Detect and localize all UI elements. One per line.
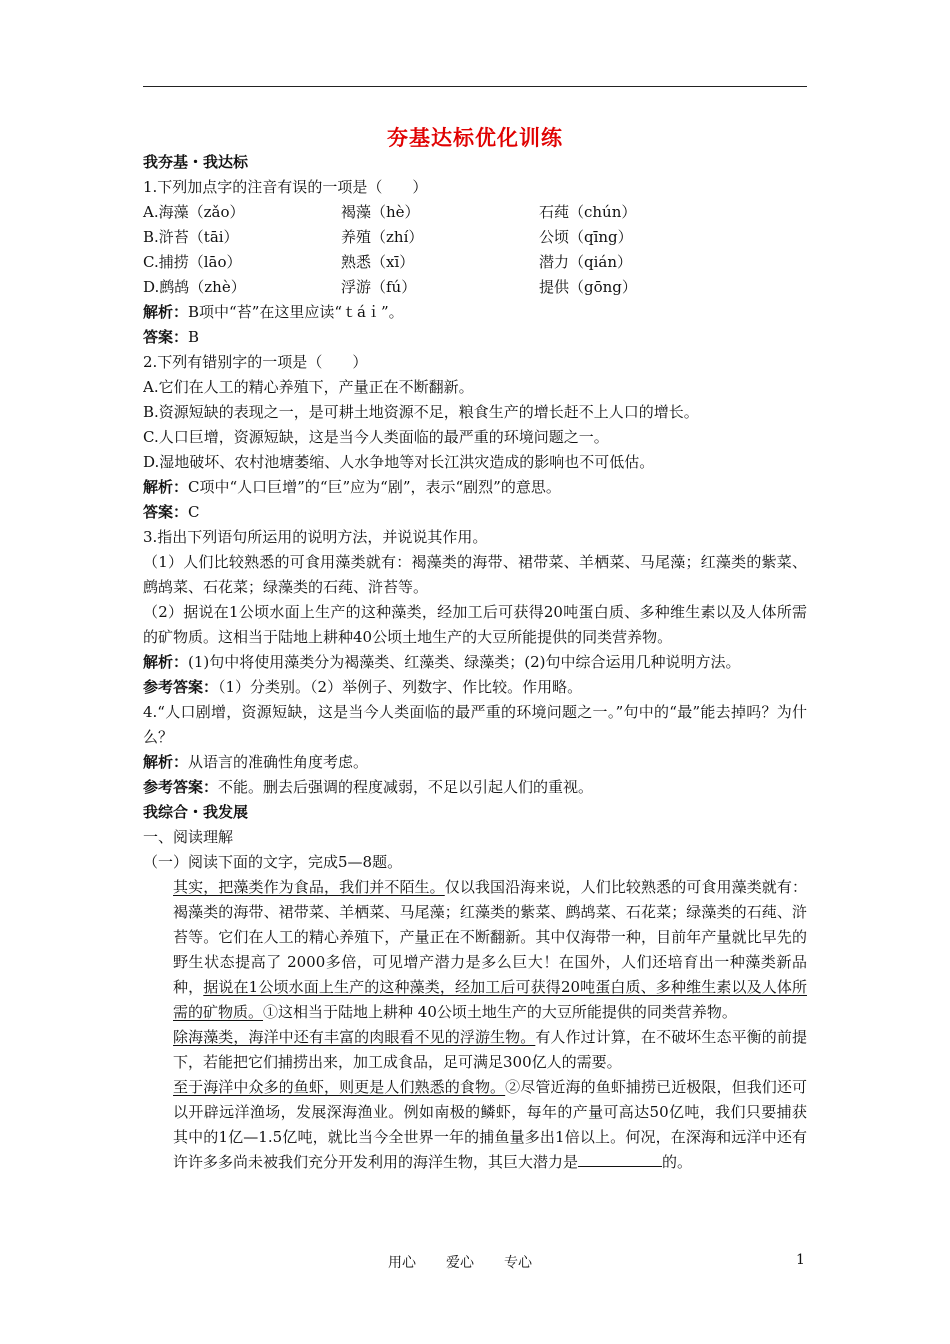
footer-word: 用心	[388, 1255, 416, 1271]
q1-option-row-b	[143, 225, 807, 250]
part-heading: 一、阅读理解	[143, 828, 234, 846]
q1-option-row-a	[143, 200, 807, 225]
q1-option-a-3: 石莼（chún）	[539, 203, 637, 221]
q3-sentence-1: （1）人们比较熟悉的可食用藻类就有：褐藻类的海带、裙带菜、羊栖菜、马尾藻；红藻类的紫菜、鹧鸪菜、石花菜；绿藻类的石莼、浒苔等。	[143, 553, 807, 596]
answer-text: C	[188, 503, 200, 521]
passage-paragraph-2	[143, 1025, 807, 1075]
q1-option-c-2: 熟悉（xī）	[341, 253, 415, 271]
analysis-label: 解析：	[143, 303, 189, 321]
page-number: 1	[796, 1252, 805, 1268]
passage-paragraph-3	[143, 1075, 807, 1175]
underlined-sentence: 其实，把藻类作为食品，我们并不陌生。	[173, 878, 445, 896]
q3-answer	[143, 675, 807, 700]
q4-analysis	[143, 750, 807, 775]
footer-word: 专心	[504, 1255, 532, 1271]
fill-blank	[578, 1152, 662, 1167]
answer-text: （1）分类别。（2）举例子、列数字、作比较。作用略。	[218, 678, 583, 696]
q1-option-d-3: 提供（gōng）	[539, 278, 637, 296]
analysis-label: 解析：	[143, 753, 189, 771]
q1-option-c-3: 潜力（qián）	[539, 253, 633, 271]
q1-option-d-2: 浮游（fú）	[341, 278, 417, 296]
question-2-stem: 2.下列有错别字的一项是（ ）	[143, 353, 368, 371]
answer-label: 参考答案：	[143, 778, 219, 796]
q1-option-row-d	[143, 275, 807, 300]
question-1-stem: 1.下列加点字的注音有误的一项是（ ）	[143, 178, 428, 196]
answer-label: 答案：	[143, 503, 189, 521]
answer-text: 不能。删去后强调的程度减弱，不足以引起人们的重视。	[218, 778, 594, 796]
q1-option-c-1: C.捕捞（lāo）	[143, 253, 242, 271]
answer-text: B	[188, 328, 200, 346]
analysis-text: (1)句中将使用藻类分为褐藻类、红藻类、绿藻类；(2)句中综合运用几种说明方法。	[188, 653, 741, 671]
passage-text: 的。	[662, 1153, 693, 1171]
analysis-text: B项中“苔”在这里应读“ｔáｉ”。	[188, 303, 404, 321]
q1-option-row-c	[143, 250, 807, 275]
analysis-text: C项中“人口巨增”的“巨”应为“剧”，表示“剧烈”的意思。	[188, 478, 561, 496]
underlined-sentence: 据说在1公顷水面上生产的这种藻类，经加工后可获得20吨蛋白质、多种维生素以及人体所需的矿物质。	[173, 978, 807, 1021]
answer-label: 参考答案：	[143, 678, 219, 696]
analysis-label: 解析：	[143, 478, 189, 496]
analysis-text: 从语言的准确性角度考虑。	[188, 753, 369, 771]
passage-text: 仅以我国沿海来说，人们比较熟悉的可食用藻类就有：褐藻类的海带、裙带菜、羊栖菜、马尾藻；红藻类的紫菜、鹧鸪菜、石花菜；绿藻类的石莼、浒苔等。它们在人工的精心养殖下，产量正在不断翻新。其中仅海带一种，目前年产量就比早先的野生状态提高了 2000多倍，可见增产潜力是多么巨大！在国外，人们还培育出一种藻类新品种，	[173, 878, 807, 996]
passage-paragraph-1	[143, 875, 807, 1025]
q1-option-a-2: 褐藻（hè）	[341, 203, 420, 221]
question-3-stem: 3.指出下列语句所运用的说明方法，并说说其作用。	[143, 528, 488, 546]
passage-text: ①这相当于陆地上耕种 40公顷土地生产的大豆所能提供的同类营养物。	[263, 1003, 737, 1021]
q2-option-a: A.它们在人工的精心养殖下，产量正在不断翻新。	[143, 378, 474, 396]
q1-option-a-1: A.海藻（zǎo）	[143, 203, 245, 221]
underlined-sentence: 至于海洋中众多的鱼虾，则更是人们熟悉的食物。	[173, 1078, 506, 1096]
q3-analysis	[143, 650, 807, 675]
passage-text: ②尽管近海的鱼虾捕捞已近极限，但我们还可以开辟远洋渔场，发展深海渔业。例如南极的鳞虾，每年的产量可高达50亿吨，我们只要捕获其中的1亿—1.5亿吨，就比当今全世界一年的捕鱼量多出1倍以上。何况，在深海和远洋中还有许许多多尚未被我们充分开发利用的海洋生物，其巨大潜力是	[173, 1078, 807, 1171]
document-body	[143, 150, 807, 1175]
q1-option-b-3: 公顷（qīng）	[539, 228, 633, 246]
q2-option-c: C.人口巨增，资源短缺，这是当今人类面临的最严重的环境问题之一。	[143, 428, 609, 446]
q1-option-b-1: B.浒苔（tāi）	[143, 228, 239, 246]
q2-answer	[143, 500, 807, 525]
analysis-label: 解析：	[143, 653, 189, 671]
subpart-heading: （一）阅读下面的文字，完成5—8题。	[143, 853, 403, 871]
q4-answer	[143, 775, 807, 800]
q2-analysis	[143, 475, 807, 500]
section-heading: 我综合・我发展	[143, 803, 249, 821]
q2-option-b: B.资源短缺的表现之一，是可耕土地资源不足，粮食生产的增长赶不上人口的增长。	[143, 403, 699, 421]
question-4-stem: 4.“人口剧增，资源短缺，这是当今人类面临的最严重的环境问题之一。”句中的“最”能去掉吗？为什么？	[143, 703, 807, 746]
q2-option-d: D.湿地破坏、农村池塘萎缩、人水争地等对长江洪灾造成的影响也不可低估。	[143, 453, 655, 471]
underlined-sentence: 除海藻类，海洋中还有丰富的肉眼看不见的浮游生物。	[173, 1028, 536, 1046]
q1-option-b-2: 养殖（zhí）	[341, 228, 424, 246]
footer-word: 爱心	[446, 1255, 474, 1271]
q3-sentence-2: （2）据说在1公顷水面上生产的这种藻类，经加工后可获得20吨蛋白质、多种维生素以及人体所需的矿物质。这相当于陆地上耕种40公顷土地生产的大豆所能提供的同类营养物。	[143, 603, 807, 646]
page-title: 夯基达标优化训练	[387, 125, 563, 150]
footer-motto	[388, 1252, 562, 1272]
section-heading: 我夯基・我达标	[143, 153, 249, 171]
q1-answer	[143, 325, 807, 350]
header-rule	[143, 86, 807, 87]
q1-analysis	[143, 300, 807, 325]
passage-text: 有人作过计算，在不破坏生态平衡的前提下，若能把它们捕捞出来，加工成食品，足可满足300亿人的需要。	[173, 1028, 807, 1071]
answer-label: 答案：	[143, 328, 189, 346]
q1-option-d-1: D.鹧鸪（zhè）	[143, 278, 246, 296]
